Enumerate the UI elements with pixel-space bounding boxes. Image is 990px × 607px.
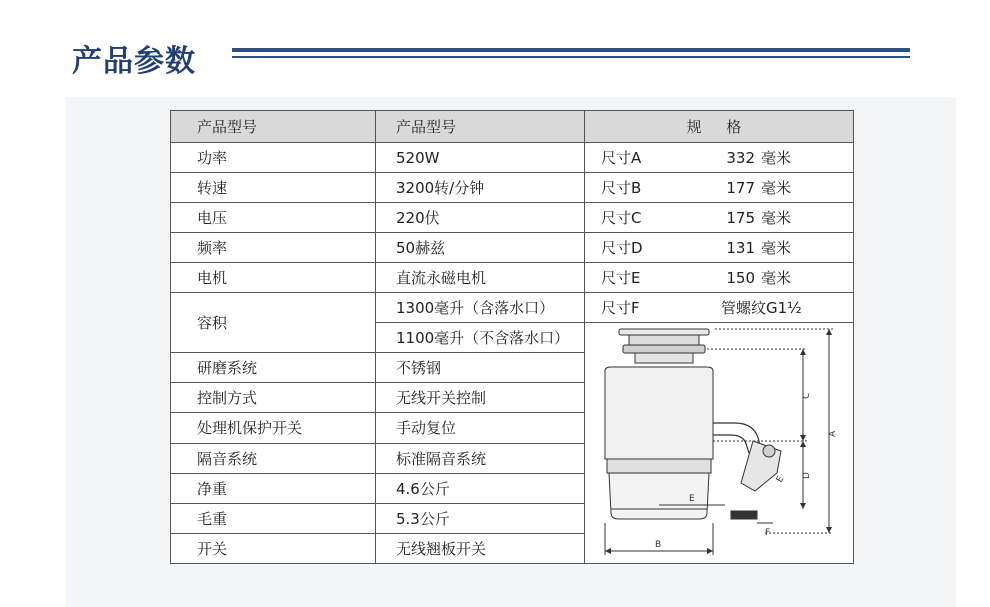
- param-value: 50赫兹: [376, 233, 585, 263]
- dim-label-d: D: [802, 472, 812, 479]
- table-header-row: [171, 111, 854, 143]
- param-name: 功率: [171, 143, 376, 173]
- dim-name: 尺寸C: [601, 209, 642, 227]
- dim-unit: 毫米: [761, 209, 792, 227]
- param-name: 隔音系统: [171, 443, 376, 473]
- param-value: 5.3公斤: [376, 503, 585, 533]
- dim-label-e2: E: [774, 474, 787, 485]
- param-name: 研磨系统: [171, 353, 376, 383]
- table-row: [171, 293, 854, 323]
- dim-cell: [585, 203, 854, 233]
- param-value: 520W: [376, 143, 585, 173]
- dim-name: 尺寸B: [601, 179, 642, 197]
- dim-name: 尺寸D: [601, 239, 643, 257]
- dim-value: 332: [726, 149, 755, 167]
- table-row: [171, 233, 854, 263]
- table-row: [171, 203, 854, 233]
- dim-cell: [585, 173, 854, 203]
- param-name: 处理机保护开关: [171, 413, 376, 443]
- dim-unit: 毫米: [761, 269, 792, 287]
- dim-unit: 毫米: [761, 149, 792, 167]
- header-cell: 产品型号: [171, 111, 376, 143]
- dim-value: 175: [726, 209, 755, 227]
- param-value: 手动复位: [376, 413, 585, 443]
- param-value: 220伏: [376, 203, 585, 233]
- title-rule-thin: [232, 56, 910, 58]
- dim-value: 131: [726, 239, 755, 257]
- dim-label-c: C: [802, 392, 812, 399]
- param-name: 转速: [171, 173, 376, 203]
- param-value: 1100毫升（不含落水口）: [376, 323, 585, 353]
- param-name: 电压: [171, 203, 376, 233]
- param-name: 净重: [171, 473, 376, 503]
- param-value: 不锈钢: [376, 353, 585, 383]
- dim-cell: [585, 293, 854, 323]
- table-row: [171, 173, 854, 203]
- param-name: 容积: [171, 293, 376, 353]
- dim-cell: [585, 263, 854, 293]
- param-value: 无线翘板开关: [376, 533, 585, 563]
- param-value: 标准隔音系统: [376, 443, 585, 473]
- header-cell: 规 格: [585, 111, 854, 143]
- title-rule-thick: [232, 48, 910, 52]
- table-row: [171, 263, 854, 293]
- dim-cell: [585, 233, 854, 263]
- dim-value: 管螺纹G1½: [721, 299, 802, 317]
- section-title: 产品参数: [72, 44, 196, 79]
- param-name: 控制方式: [171, 383, 376, 413]
- dim-name: 尺寸A: [601, 149, 642, 167]
- table-row: [171, 143, 854, 173]
- dim-label-a: A: [828, 430, 838, 437]
- header-cell: 产品型号: [376, 111, 585, 143]
- dim-unit: 毫米: [761, 179, 792, 197]
- dim-label-f: F: [765, 528, 771, 538]
- dimension-drawing-cell: [585, 323, 854, 564]
- dim-unit: 毫米: [761, 239, 792, 257]
- param-value: 无线开关控制: [376, 383, 585, 413]
- param-name: 频率: [171, 233, 376, 263]
- dim-label-e: E: [689, 494, 695, 504]
- spec-table: [170, 110, 854, 564]
- param-value: 3200转/分钟: [376, 173, 585, 203]
- dim-value: 177: [726, 179, 755, 197]
- dim-value: 150: [726, 269, 755, 287]
- param-value: 4.6公斤: [376, 473, 585, 503]
- param-name: 毛重: [171, 503, 376, 533]
- dim-name: 尺寸E: [601, 269, 641, 287]
- dim-name: 尺寸F: [601, 299, 640, 317]
- param-name: 开关: [171, 533, 376, 563]
- disposer-dimension-drawing: [585, 323, 853, 563]
- dim-cell: [585, 143, 854, 173]
- dim-label-b: B: [655, 540, 662, 550]
- param-value: 1300毫升（含落水口）: [376, 293, 585, 323]
- param-value: 直流永磁电机: [376, 263, 585, 293]
- param-name: 电机: [171, 263, 376, 293]
